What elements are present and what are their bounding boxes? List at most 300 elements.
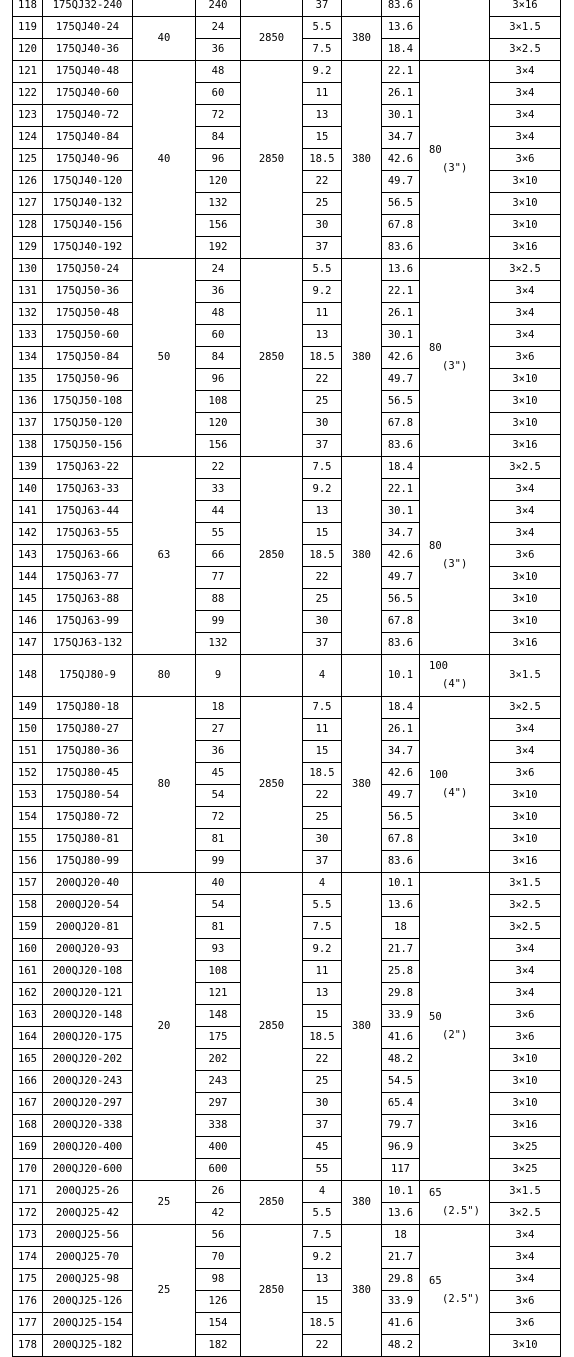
speed-cell: 2850	[241, 1181, 303, 1225]
model-cell: 175QJ40-120	[43, 171, 133, 193]
model-cell: 200QJ20-121	[43, 983, 133, 1005]
row-number-cell: 151	[13, 741, 43, 763]
power-cell: 7.5	[303, 1225, 342, 1247]
flow-cell: 40	[133, 61, 196, 259]
outlet-diameter-mm: 100	[429, 660, 448, 672]
row-number-cell: 140	[13, 479, 43, 501]
power-cell: 18.5	[303, 149, 342, 171]
current-cell: 42.6	[382, 545, 420, 567]
row-number-cell: 139	[13, 457, 43, 479]
cable-cell: 3×6	[490, 1027, 561, 1049]
model-cell: 200QJ25-98	[43, 1269, 133, 1291]
cable-cell: 3×10	[490, 193, 561, 215]
model-cell: 175QJ40-36	[43, 39, 133, 61]
table-row	[13, 0, 561, 17]
head-cell: 40	[196, 873, 241, 895]
model-cell: 200QJ25-56	[43, 1225, 133, 1247]
model-cell: 200QJ20-400	[43, 1137, 133, 1159]
model-cell: 175QJ40-192	[43, 237, 133, 259]
power-cell: 30	[303, 611, 342, 633]
cable-cell: 3×6	[490, 545, 561, 567]
model-cell: 175QJ40-60	[43, 83, 133, 105]
outlet-diameter-inch: (4")	[442, 678, 468, 690]
head-cell: 126	[196, 1291, 241, 1313]
head-cell: 121	[196, 983, 241, 1005]
table-row	[13, 61, 561, 83]
model-cell: 175QJ63-66	[43, 545, 133, 567]
current-cell: 96.9	[382, 1137, 420, 1159]
cable-cell: 3×6	[490, 149, 561, 171]
power-cell: 37	[303, 1115, 342, 1137]
current-cell: 10.1	[382, 655, 420, 697]
head-cell: 93	[196, 939, 241, 961]
voltage-cell: 380	[342, 61, 382, 259]
power-cell: 9.2	[303, 281, 342, 303]
cable-cell: 3×6	[490, 347, 561, 369]
model-cell: 200QJ20-108	[43, 961, 133, 983]
row-number-cell: 168	[13, 1115, 43, 1137]
head-cell: 66	[196, 545, 241, 567]
flow-cell: 63	[133, 457, 196, 655]
power-cell: 15	[303, 127, 342, 149]
table-row	[13, 259, 561, 281]
head-cell: 99	[196, 611, 241, 633]
head-cell: 81	[196, 829, 241, 851]
power-cell: 37	[303, 0, 342, 17]
current-cell: 34.7	[382, 127, 420, 149]
power-cell: 7.5	[303, 697, 342, 719]
cable-cell: 3×10	[490, 785, 561, 807]
current-cell: 56.5	[382, 589, 420, 611]
row-number-cell: 119	[13, 17, 43, 39]
model-cell: 175QJ40-156	[43, 215, 133, 237]
row-number-cell: 133	[13, 325, 43, 347]
power-cell: 30	[303, 1093, 342, 1115]
cable-cell: 3×4	[490, 523, 561, 545]
flow-cell: 20	[133, 873, 196, 1181]
power-cell: 9.2	[303, 479, 342, 501]
power-cell: 4	[303, 1181, 342, 1203]
current-cell: 42.6	[382, 347, 420, 369]
model-cell: 175QJ50-36	[43, 281, 133, 303]
model-cell: 200QJ20-93	[43, 939, 133, 961]
current-cell: 34.7	[382, 523, 420, 545]
head-cell: 54	[196, 895, 241, 917]
table-row	[13, 1225, 561, 1247]
cable-cell: 3×10	[490, 369, 561, 391]
head-cell: 84	[196, 127, 241, 149]
flow-cell: 50	[133, 259, 196, 457]
head-cell: 96	[196, 149, 241, 171]
cable-cell: 3×4	[490, 303, 561, 325]
flow-cell: 40	[133, 17, 196, 61]
head-cell: 72	[196, 105, 241, 127]
model-cell: 175QJ63-77	[43, 567, 133, 589]
model-cell: 200QJ20-600	[43, 1159, 133, 1181]
cable-cell: 3×16	[490, 237, 561, 259]
power-cell: 22	[303, 1335, 342, 1357]
head-cell: 42	[196, 1203, 241, 1225]
row-number-cell: 134	[13, 347, 43, 369]
model-cell: 175QJ63-99	[43, 611, 133, 633]
model-cell: 200QJ20-202	[43, 1049, 133, 1071]
row-number-cell: 144	[13, 567, 43, 589]
power-cell: 25	[303, 193, 342, 215]
current-cell: 56.5	[382, 807, 420, 829]
row-number-cell: 155	[13, 829, 43, 851]
cable-cell: 3×4	[490, 479, 561, 501]
speed-cell: 2850	[241, 17, 303, 61]
row-number-cell: 146	[13, 611, 43, 633]
power-cell: 9.2	[303, 1247, 342, 1269]
head-cell: 36	[196, 741, 241, 763]
head-cell: 600	[196, 1159, 241, 1181]
current-cell: 41.6	[382, 1027, 420, 1049]
head-cell: 81	[196, 917, 241, 939]
model-cell: 200QJ25-42	[43, 1203, 133, 1225]
current-cell: 22.1	[382, 61, 420, 83]
current-cell: 26.1	[382, 719, 420, 741]
model-cell: 175QJ63-132	[43, 633, 133, 655]
cable-cell: 3×10	[490, 391, 561, 413]
current-cell: 30.1	[382, 105, 420, 127]
row-number-cell: 148	[13, 655, 43, 697]
outlet-cell	[420, 1181, 490, 1225]
power-cell: 13	[303, 1269, 342, 1291]
current-cell: 48.2	[382, 1049, 420, 1071]
head-cell: 33	[196, 479, 241, 501]
current-cell: 65.4	[382, 1093, 420, 1115]
model-cell: 175QJ80-45	[43, 763, 133, 785]
cable-cell: 3×2.5	[490, 457, 561, 479]
power-cell: 25	[303, 391, 342, 413]
current-cell: 13.6	[382, 895, 420, 917]
row-number-cell: 169	[13, 1137, 43, 1159]
power-cell: 9.2	[303, 939, 342, 961]
model-cell: 175QJ63-44	[43, 501, 133, 523]
model-cell: 175QJ80-18	[43, 697, 133, 719]
model-cell: 175QJ50-84	[43, 347, 133, 369]
power-cell: 37	[303, 435, 342, 457]
current-cell: 18.4	[382, 697, 420, 719]
current-cell: 48.2	[382, 1335, 420, 1357]
head-cell: 156	[196, 215, 241, 237]
model-cell: 175QJ50-156	[43, 435, 133, 457]
cable-cell: 3×2.5	[490, 895, 561, 917]
current-cell: 67.8	[382, 215, 420, 237]
power-cell: 5.5	[303, 17, 342, 39]
current-cell: 26.1	[382, 83, 420, 105]
head-cell: 120	[196, 413, 241, 435]
speed-cell	[241, 655, 303, 697]
model-cell: 175QJ50-24	[43, 259, 133, 281]
power-cell: 7.5	[303, 457, 342, 479]
table-row	[13, 457, 561, 479]
model-cell: 175QJ50-60	[43, 325, 133, 347]
cable-cell: 3×6	[490, 1005, 561, 1027]
speed-cell: 2850	[241, 873, 303, 1181]
row-number-cell: 132	[13, 303, 43, 325]
cable-cell: 3×4	[490, 719, 561, 741]
power-cell: 22	[303, 369, 342, 391]
head-cell: 22	[196, 457, 241, 479]
model-cell: 200QJ25-154	[43, 1313, 133, 1335]
current-cell: 33.9	[382, 1005, 420, 1027]
row-number-cell: 156	[13, 851, 43, 873]
current-cell: 18	[382, 917, 420, 939]
row-number-cell: 141	[13, 501, 43, 523]
outlet-diameter-mm: 80	[429, 144, 442, 156]
row-number-cell: 175	[13, 1269, 43, 1291]
power-cell: 18.5	[303, 763, 342, 785]
head-cell: 18	[196, 697, 241, 719]
model-cell: 175QJ50-108	[43, 391, 133, 413]
head-cell: 175	[196, 1027, 241, 1049]
model-cell: 175QJ80-54	[43, 785, 133, 807]
power-cell: 18.5	[303, 1027, 342, 1049]
current-cell: 30.1	[382, 325, 420, 347]
row-number-cell: 174	[13, 1247, 43, 1269]
current-cell: 10.1	[382, 873, 420, 895]
current-cell: 117	[382, 1159, 420, 1181]
cable-cell: 3×4	[490, 1225, 561, 1247]
current-cell: 83.6	[382, 0, 420, 17]
row-number-cell: 136	[13, 391, 43, 413]
model-cell: 175QJ50-120	[43, 413, 133, 435]
current-cell: 33.9	[382, 1291, 420, 1313]
cable-cell: 3×10	[490, 589, 561, 611]
power-cell: 22	[303, 567, 342, 589]
head-cell: 48	[196, 303, 241, 325]
current-cell: 10.1	[382, 1181, 420, 1203]
speed-cell	[241, 0, 303, 17]
cable-cell: 3×4	[490, 325, 561, 347]
head-cell: 400	[196, 1137, 241, 1159]
head-cell: 77	[196, 567, 241, 589]
current-cell: 67.8	[382, 413, 420, 435]
speed-cell: 2850	[241, 697, 303, 873]
current-cell: 13.6	[382, 1203, 420, 1225]
current-cell: 49.7	[382, 369, 420, 391]
row-number-cell: 162	[13, 983, 43, 1005]
head-cell: 56	[196, 1225, 241, 1247]
head-cell: 202	[196, 1049, 241, 1071]
row-number-cell: 158	[13, 895, 43, 917]
power-cell: 5.5	[303, 259, 342, 281]
power-cell: 13	[303, 983, 342, 1005]
cable-cell: 3×10	[490, 1071, 561, 1093]
head-cell: 108	[196, 961, 241, 983]
current-cell: 18.4	[382, 39, 420, 61]
cable-cell: 3×10	[490, 1049, 561, 1071]
power-cell: 11	[303, 83, 342, 105]
power-cell: 11	[303, 961, 342, 983]
speed-cell: 2850	[241, 1225, 303, 1357]
voltage-cell: 380	[342, 873, 382, 1181]
power-cell: 55	[303, 1159, 342, 1181]
current-cell: 54.5	[382, 1071, 420, 1093]
row-number-cell: 130	[13, 259, 43, 281]
power-cell: 22	[303, 171, 342, 193]
current-cell: 67.8	[382, 611, 420, 633]
model-cell: 200QJ25-26	[43, 1181, 133, 1203]
power-cell: 30	[303, 215, 342, 237]
model-cell: 175QJ63-22	[43, 457, 133, 479]
power-cell: 30	[303, 413, 342, 435]
row-number-cell: 171	[13, 1181, 43, 1203]
head-cell: 148	[196, 1005, 241, 1027]
power-cell: 37	[303, 633, 342, 655]
current-cell: 83.6	[382, 851, 420, 873]
row-number-cell: 159	[13, 917, 43, 939]
row-number-cell: 170	[13, 1159, 43, 1181]
head-cell: 9	[196, 655, 241, 697]
head-cell: 48	[196, 61, 241, 83]
cable-cell: 3×6	[490, 1313, 561, 1335]
head-cell: 96	[196, 369, 241, 391]
outlet-diameter-mm: 80	[429, 342, 442, 354]
row-number-cell: 173	[13, 1225, 43, 1247]
head-cell: 132	[196, 193, 241, 215]
model-cell: 175QJ40-72	[43, 105, 133, 127]
head-cell: 243	[196, 1071, 241, 1093]
cable-cell: 3×2.5	[490, 1203, 561, 1225]
current-cell: 41.6	[382, 1313, 420, 1335]
row-number-cell: 145	[13, 589, 43, 611]
cable-cell: 3×4	[490, 1269, 561, 1291]
cable-cell: 3×2.5	[490, 39, 561, 61]
power-cell: 5.5	[303, 1203, 342, 1225]
current-cell: 29.8	[382, 983, 420, 1005]
model-cell: 175QJ40-96	[43, 149, 133, 171]
cable-cell: 3×10	[490, 215, 561, 237]
cable-cell: 3×4	[490, 281, 561, 303]
current-cell: 34.7	[382, 741, 420, 763]
model-cell: 175QJ40-84	[43, 127, 133, 149]
current-cell: 21.7	[382, 1247, 420, 1269]
voltage-cell: 380	[342, 1181, 382, 1225]
row-number-cell: 138	[13, 435, 43, 457]
power-cell: 18.5	[303, 545, 342, 567]
current-cell: 18.4	[382, 457, 420, 479]
cable-cell: 3×10	[490, 1093, 561, 1115]
table-row	[13, 1181, 561, 1203]
cable-cell: 3×4	[490, 961, 561, 983]
power-cell: 7.5	[303, 39, 342, 61]
cable-cell: 3×4	[490, 105, 561, 127]
current-cell: 21.7	[382, 939, 420, 961]
outlet-cell	[420, 61, 490, 259]
outlet-diameter-inch: (3")	[442, 558, 468, 570]
row-number-cell: 118	[13, 0, 43, 17]
table-row	[13, 873, 561, 895]
voltage-cell: 380	[342, 457, 382, 655]
cable-cell: 3×10	[490, 413, 561, 435]
cable-cell: 3×10	[490, 611, 561, 633]
cable-cell: 3×1.5	[490, 873, 561, 895]
head-cell: 24	[196, 259, 241, 281]
current-cell: 29.8	[382, 1269, 420, 1291]
head-cell: 60	[196, 83, 241, 105]
model-cell: 200QJ20-54	[43, 895, 133, 917]
row-number-cell: 129	[13, 237, 43, 259]
row-number-cell: 165	[13, 1049, 43, 1071]
head-cell: 108	[196, 391, 241, 413]
model-cell: 200QJ20-81	[43, 917, 133, 939]
pump-spec-sheet	[12, 0, 560, 1357]
power-cell: 13	[303, 105, 342, 127]
power-cell: 11	[303, 719, 342, 741]
cable-cell: 3×25	[490, 1137, 561, 1159]
model-cell: 175QJ50-96	[43, 369, 133, 391]
outlet-diameter-inch: (3")	[442, 360, 468, 372]
outlet-diameter-inch: (2")	[442, 1029, 468, 1041]
row-number-cell: 178	[13, 1335, 43, 1357]
head-cell: 297	[196, 1093, 241, 1115]
current-cell: 18	[382, 1225, 420, 1247]
outlet-diameter-mm: 65	[429, 1187, 442, 1199]
row-number-cell: 142	[13, 523, 43, 545]
model-cell: 175QJ80-36	[43, 741, 133, 763]
power-cell: 45	[303, 1137, 342, 1159]
power-cell: 11	[303, 303, 342, 325]
head-cell: 338	[196, 1115, 241, 1137]
row-number-cell: 127	[13, 193, 43, 215]
power-cell: 18.5	[303, 1313, 342, 1335]
power-cell: 15	[303, 1291, 342, 1313]
row-number-cell: 124	[13, 127, 43, 149]
current-cell: 49.7	[382, 171, 420, 193]
power-cell: 13	[303, 501, 342, 523]
flow-cell: 80	[133, 697, 196, 873]
current-cell: 79.7	[382, 1115, 420, 1137]
power-cell: 15	[303, 1005, 342, 1027]
current-cell: 30.1	[382, 501, 420, 523]
head-cell: 55	[196, 523, 241, 545]
outlet-diameter-inch: (3")	[442, 162, 468, 174]
cable-cell: 3×2.5	[490, 259, 561, 281]
model-cell: 175QJ50-48	[43, 303, 133, 325]
row-number-cell: 125	[13, 149, 43, 171]
head-cell: 192	[196, 237, 241, 259]
cable-cell: 3×4	[490, 983, 561, 1005]
cable-cell: 3×10	[490, 1335, 561, 1357]
head-cell: 45	[196, 763, 241, 785]
head-cell: 84	[196, 347, 241, 369]
outlet-cell	[420, 1225, 490, 1357]
voltage-cell: 380	[342, 259, 382, 457]
flow-cell: 25	[133, 1181, 196, 1225]
power-cell: 25	[303, 1071, 342, 1093]
current-cell: 26.1	[382, 303, 420, 325]
cable-cell: 3×6	[490, 1291, 561, 1313]
current-cell: 83.6	[382, 237, 420, 259]
row-number-cell: 163	[13, 1005, 43, 1027]
head-cell: 27	[196, 719, 241, 741]
pump-spec-table	[12, 0, 561, 1357]
cable-cell: 3×4	[490, 939, 561, 961]
head-cell: 98	[196, 1269, 241, 1291]
head-cell: 44	[196, 501, 241, 523]
model-cell: 175QJ63-55	[43, 523, 133, 545]
row-number-cell: 135	[13, 369, 43, 391]
head-cell: 88	[196, 589, 241, 611]
row-number-cell: 153	[13, 785, 43, 807]
model-cell: 175QJ80-72	[43, 807, 133, 829]
row-number-cell: 166	[13, 1071, 43, 1093]
current-cell: 49.7	[382, 785, 420, 807]
row-number-cell: 160	[13, 939, 43, 961]
